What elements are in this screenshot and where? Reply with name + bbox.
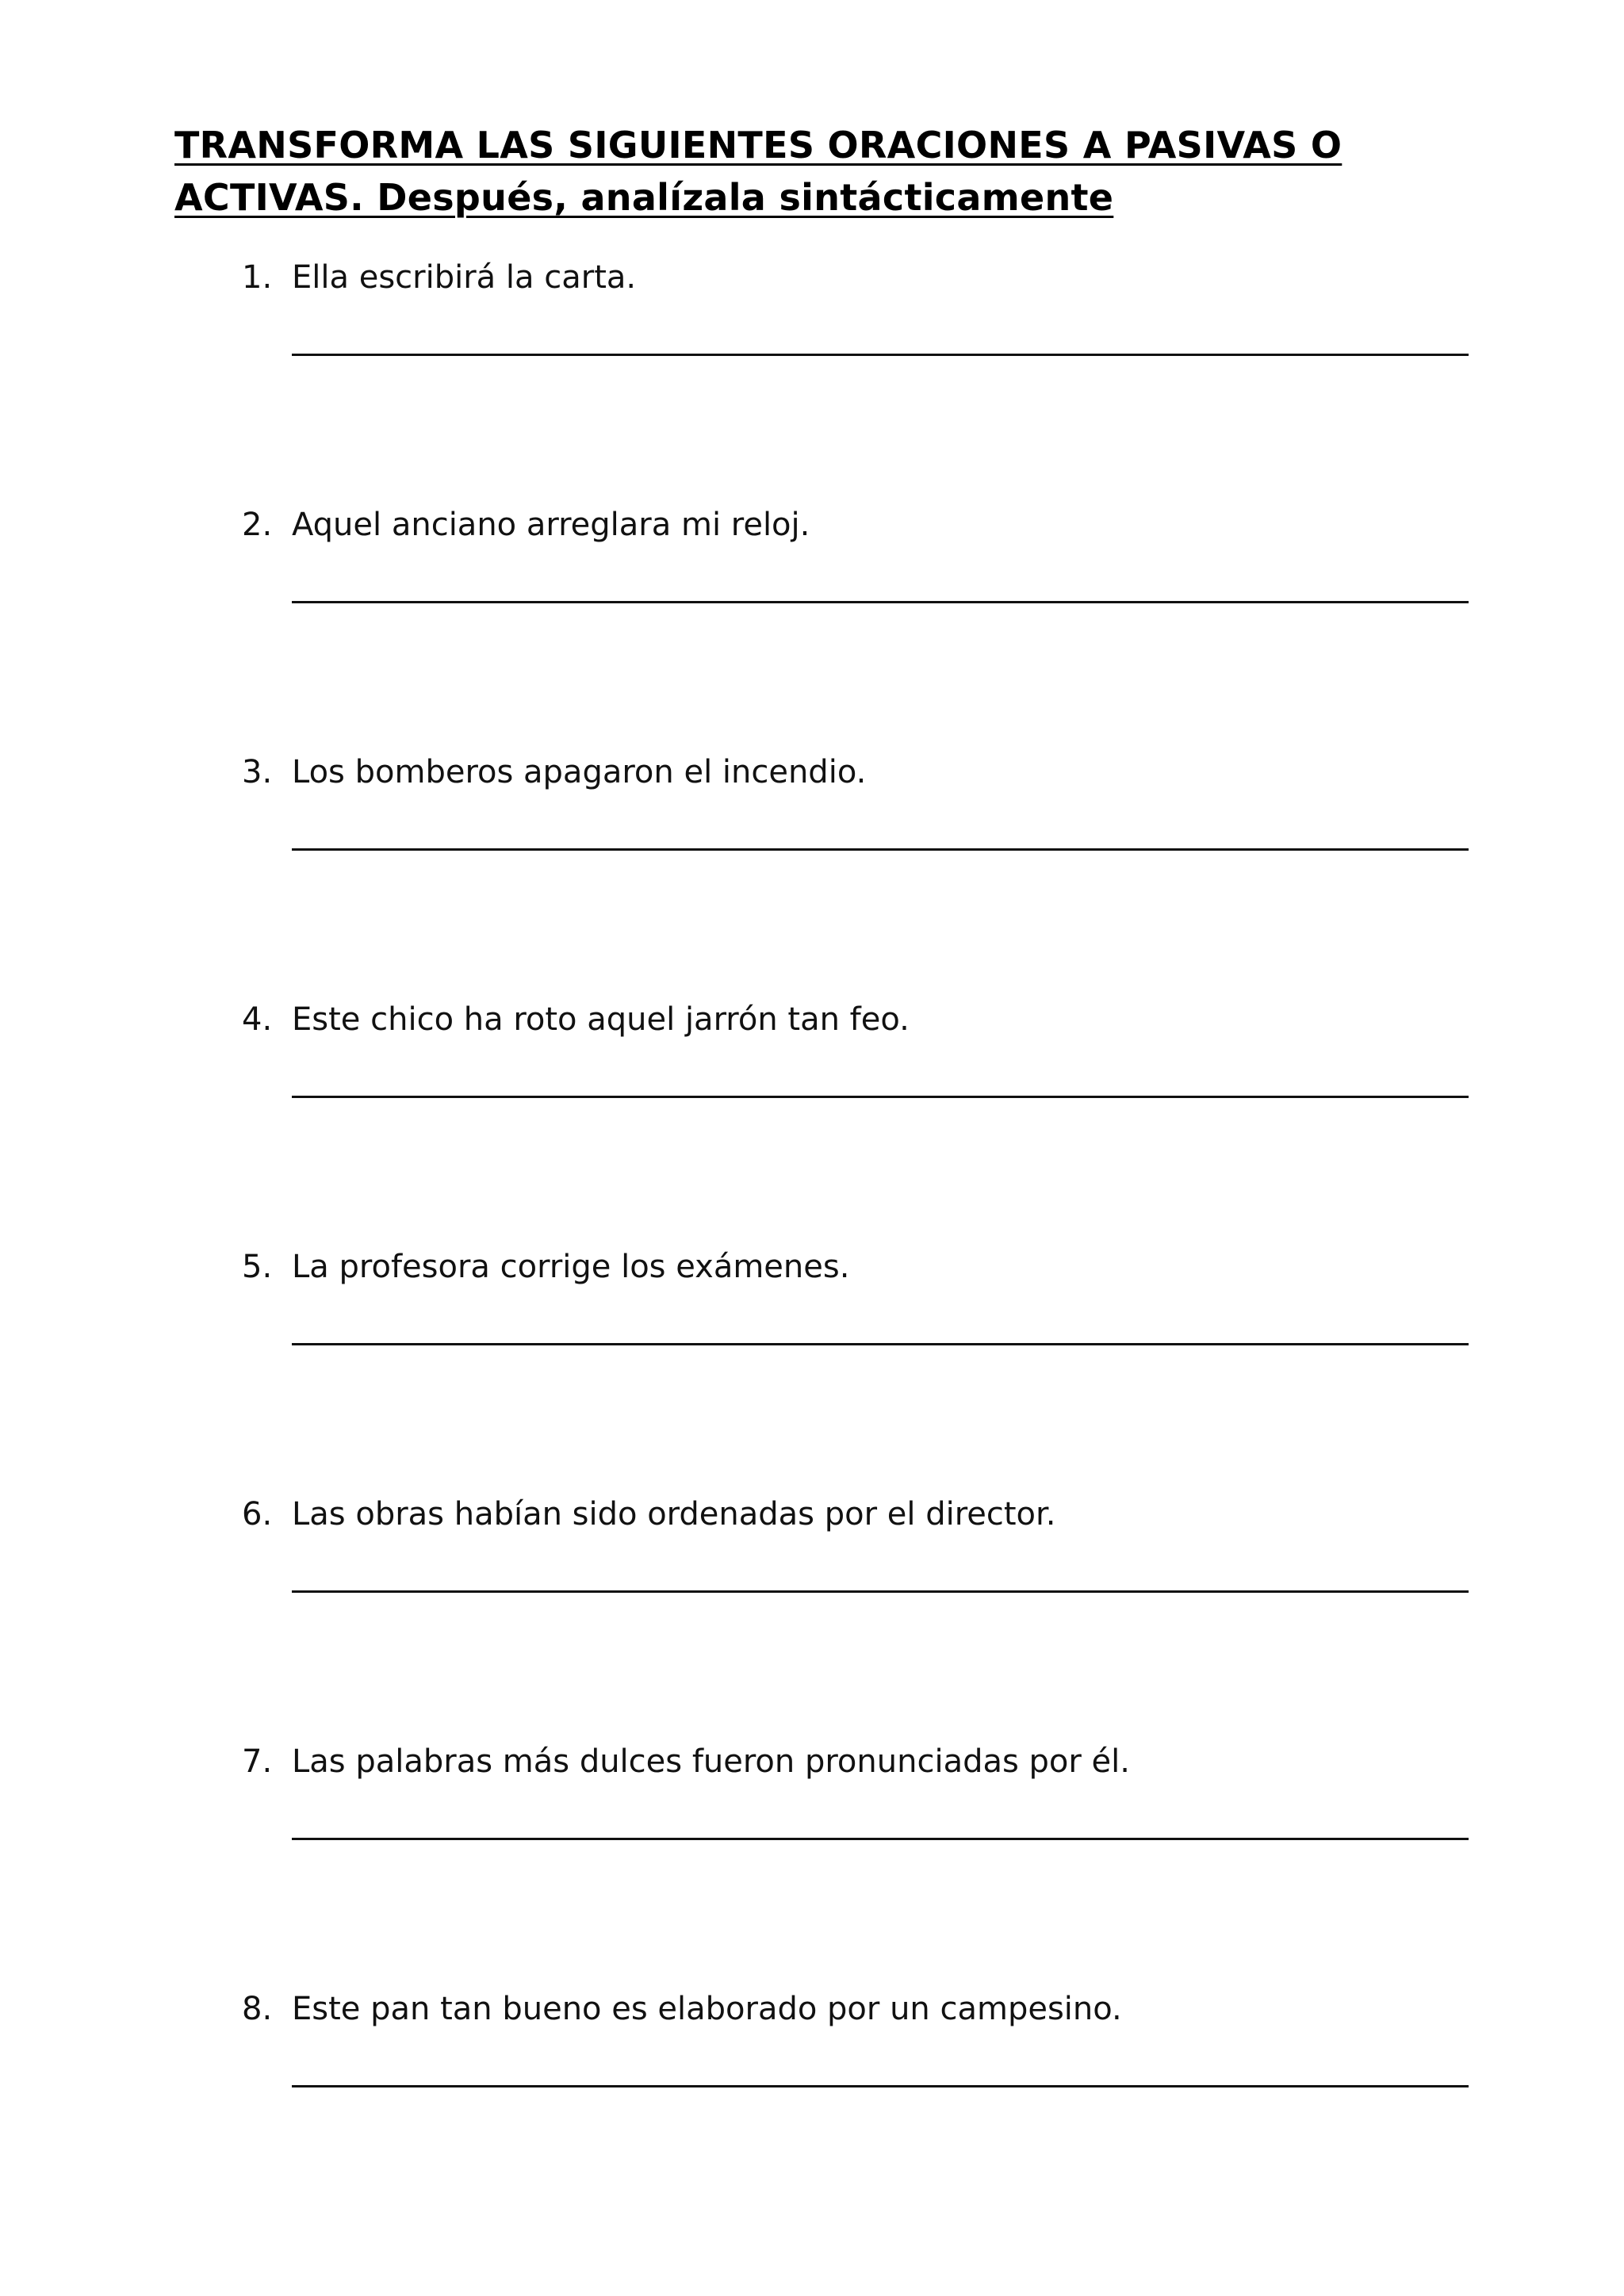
answer-line[interactable] bbox=[292, 847, 1469, 851]
worksheet-title bbox=[174, 119, 1411, 224]
title-line-1: TRANSFORMA LAS SIGUIENTES ORACIONES A PASIVAS O bbox=[174, 124, 1342, 166]
exercise-item bbox=[0, 255, 1624, 414]
answer-line[interactable] bbox=[292, 352, 1469, 356]
exercise-item bbox=[0, 1492, 1624, 1651]
exercise-sentence: Ella escribirá la carta. bbox=[292, 259, 637, 296]
exercise-number: 1. bbox=[242, 259, 273, 296]
answer-line[interactable] bbox=[292, 1589, 1469, 1593]
exercise-item bbox=[0, 503, 1624, 661]
answer-line[interactable] bbox=[292, 599, 1469, 603]
exercise-number: 7. bbox=[242, 1743, 273, 1780]
answer-line[interactable] bbox=[292, 2084, 1469, 2087]
exercise-sentence: Los bomberos apagaron el incendio. bbox=[292, 754, 867, 790]
exercise-sentence: Aquel anciano arreglara mi reloj. bbox=[292, 507, 810, 543]
exercise-sentence: Este pan tan bueno es elaborado por un campesino. bbox=[292, 1991, 1122, 2027]
exercise-number: 5. bbox=[242, 1249, 273, 1285]
exercise-item bbox=[0, 750, 1624, 909]
exercise-sentence: Las obras habían sido ordenadas por el director. bbox=[292, 1496, 1056, 1533]
exercise-number: 4. bbox=[242, 1001, 273, 1038]
exercise-sentence: Las palabras más dulces fueron pronunciadas por él. bbox=[292, 1743, 1130, 1780]
exercise-item bbox=[0, 1245, 1624, 1403]
answer-line[interactable] bbox=[292, 1836, 1469, 1840]
answer-line[interactable] bbox=[292, 1341, 1469, 1345]
exercise-number: 3. bbox=[242, 754, 273, 790]
title-line-2: ACTIVAS. Después, analízala sintácticamente bbox=[174, 176, 1114, 219]
answer-line[interactable] bbox=[292, 1094, 1469, 1098]
exercise-item bbox=[0, 997, 1624, 1156]
exercise-sentence: La profesora corrige los exámenes. bbox=[292, 1249, 850, 1285]
exercise-number: 2. bbox=[242, 507, 273, 543]
exercise-item bbox=[0, 1987, 1624, 2145]
exercise-sentence: Este chico ha roto aquel jarrón tan feo. bbox=[292, 1001, 910, 1038]
exercise-number: 8. bbox=[242, 1991, 273, 2027]
exercise-number: 6. bbox=[242, 1496, 273, 1533]
exercise-item bbox=[0, 1739, 1624, 1898]
